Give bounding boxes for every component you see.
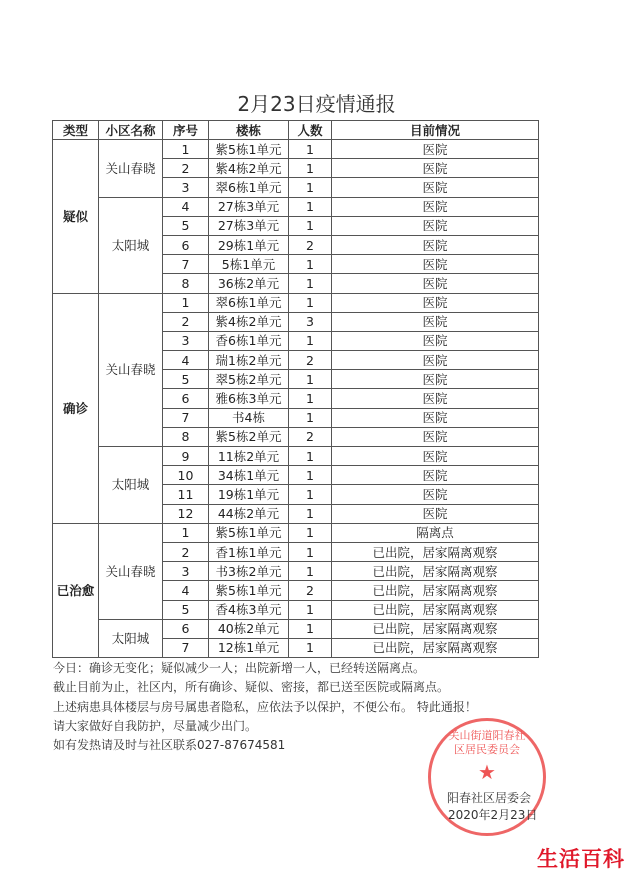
status-cell: 医院 xyxy=(332,408,539,427)
status-cell: 隔离点 xyxy=(332,523,539,542)
status-cell: 医院 xyxy=(332,274,539,293)
notes xyxy=(53,659,477,755)
count-cell: 1 xyxy=(289,408,332,427)
number-cell: 5 xyxy=(163,600,209,619)
building-cell: 11栋2单元 xyxy=(209,447,289,466)
building-cell: 翠6栋1单元 xyxy=(209,293,289,312)
number-cell: 1 xyxy=(163,523,209,542)
status-cell: 医院 xyxy=(332,485,539,504)
count-cell: 1 xyxy=(289,216,332,235)
count-cell: 1 xyxy=(289,600,332,619)
community-cell: 关山春晓 xyxy=(99,140,163,198)
count-cell: 1 xyxy=(289,370,332,389)
number-cell: 11 xyxy=(163,485,209,504)
table-row xyxy=(53,197,539,216)
number-cell: 7 xyxy=(163,255,209,274)
count-cell: 2 xyxy=(289,235,332,254)
table-row xyxy=(53,619,539,638)
count-cell: 2 xyxy=(289,581,332,600)
building-cell: 40栋2单元 xyxy=(209,619,289,638)
building-cell: 香6栋1单元 xyxy=(209,331,289,350)
building-cell: 翠6栋1单元 xyxy=(209,178,289,197)
number-cell: 2 xyxy=(163,312,209,331)
table-row xyxy=(53,140,539,159)
count-cell: 1 xyxy=(289,159,332,178)
count-cell: 1 xyxy=(289,485,332,504)
community-cell: 关山春晓 xyxy=(99,523,163,619)
status-cell: 医院 xyxy=(332,504,539,523)
number-cell: 8 xyxy=(163,427,209,446)
status-cell: 医院 xyxy=(332,351,539,370)
status-cell: 医院 xyxy=(332,255,539,274)
note-line: 今日：确诊无变化；疑似减少一人；出院新增一人，已经转送隔离点。 xyxy=(53,661,426,675)
building-cell: 书4栋 xyxy=(209,408,289,427)
type-cell: 确诊 xyxy=(53,293,99,523)
header-status: 目前情况 xyxy=(332,121,539,140)
signature-date: 2020年2月23日 xyxy=(448,808,538,822)
count-cell: 1 xyxy=(289,542,332,561)
status-cell: 已出院，居家隔离观察 xyxy=(332,600,539,619)
count-cell: 1 xyxy=(289,504,332,523)
stamp-text: 关山街道阳春社区居民委员会 xyxy=(448,729,526,756)
building-cell: 香1栋1单元 xyxy=(209,542,289,561)
building-cell: 书3栋2单元 xyxy=(209,562,289,581)
count-cell: 1 xyxy=(289,523,332,542)
community-cell: 太阳城 xyxy=(99,197,163,293)
note-line: 请大家做好自我防护，尽量减少出门。 xyxy=(53,718,258,733)
building-cell: 香4栋3单元 xyxy=(209,600,289,619)
note-line: 如有发热请及时与社区联系027-87674581 xyxy=(53,738,286,753)
count-cell: 1 xyxy=(289,274,332,293)
number-cell: 3 xyxy=(163,331,209,350)
number-cell: 8 xyxy=(163,274,209,293)
building-cell: 雅6栋3单元 xyxy=(209,389,289,408)
number-cell: 5 xyxy=(163,370,209,389)
count-cell: 1 xyxy=(289,140,332,159)
status-cell: 医院 xyxy=(332,331,539,350)
count-cell: 1 xyxy=(289,331,332,350)
number-cell: 9 xyxy=(163,447,209,466)
community-cell: 太阳城 xyxy=(99,447,163,524)
building-cell: 紫4栋2单元 xyxy=(209,159,289,178)
number-cell: 3 xyxy=(163,562,209,581)
number-cell: 6 xyxy=(163,619,209,638)
number-cell: 3 xyxy=(163,178,209,197)
header-count: 人数 xyxy=(289,121,332,140)
signature-org: 阳春社区居委会 xyxy=(447,791,532,805)
status-cell: 医院 xyxy=(332,178,539,197)
status-cell: 医院 xyxy=(332,235,539,254)
count-cell: 1 xyxy=(289,293,332,312)
building-cell: 瑞1栋2单元 xyxy=(209,351,289,370)
count-cell: 1 xyxy=(289,466,332,485)
status-cell: 医院 xyxy=(332,466,539,485)
number-cell: 4 xyxy=(163,197,209,216)
header-type: 类型 xyxy=(53,121,99,140)
building-cell: 翠5栋2单元 xyxy=(209,370,289,389)
building-cell: 紫5栋1单元 xyxy=(209,581,289,600)
community-cell: 关山春晓 xyxy=(99,293,163,447)
status-cell: 医院 xyxy=(332,389,539,408)
number-cell: 12 xyxy=(163,504,209,523)
count-cell: 2 xyxy=(289,351,332,370)
count-cell: 1 xyxy=(289,619,332,638)
number-cell: 7 xyxy=(163,408,209,427)
community-cell: 太阳城 xyxy=(99,619,163,657)
header-building: 楼栋 xyxy=(209,121,289,140)
count-cell: 1 xyxy=(289,638,332,657)
report-table xyxy=(52,120,539,658)
building-cell: 紫4栋2单元 xyxy=(209,312,289,331)
building-cell: 36栋2单元 xyxy=(209,274,289,293)
status-cell: 医院 xyxy=(332,427,539,446)
building-cell: 44栋2单元 xyxy=(209,504,289,523)
star-icon: ★ xyxy=(478,760,496,784)
building-cell: 29栋1单元 xyxy=(209,235,289,254)
building-cell: 5栋1单元 xyxy=(209,255,289,274)
status-cell: 医院 xyxy=(332,140,539,159)
type-cell: 已治愈 xyxy=(53,523,99,657)
status-cell: 已出院，居家隔离观察 xyxy=(332,581,539,600)
table-row xyxy=(53,523,539,542)
count-cell: 1 xyxy=(289,447,332,466)
count-cell: 1 xyxy=(289,178,332,197)
header-number: 序号 xyxy=(163,121,209,140)
count-cell: 2 xyxy=(289,427,332,446)
number-cell: 1 xyxy=(163,140,209,159)
number-cell: 7 xyxy=(163,638,209,657)
building-cell: 紫5栋1单元 xyxy=(209,523,289,542)
number-cell: 2 xyxy=(163,159,209,178)
status-cell: 已出院，居家隔离观察 xyxy=(332,638,539,657)
building-cell: 27栋3单元 xyxy=(209,216,289,235)
note-line: 上述病患具体楼层与房号属患者隐私，应依法予以保护，不便公布。 特此通报！ xyxy=(53,699,477,714)
header-community: 小区名称 xyxy=(99,121,163,140)
table-header-row xyxy=(53,121,539,140)
status-cell: 已出院，居家隔离观察 xyxy=(332,542,539,561)
status-cell: 已出院，居家隔离观察 xyxy=(332,562,539,581)
status-cell: 医院 xyxy=(332,312,539,331)
status-cell: 医院 xyxy=(332,293,539,312)
status-cell: 医院 xyxy=(332,197,539,216)
number-cell: 1 xyxy=(163,293,209,312)
status-cell: 医院 xyxy=(332,159,539,178)
status-cell: 已出院，居家隔离观察 xyxy=(332,619,539,638)
count-cell: 1 xyxy=(289,562,332,581)
number-cell: 2 xyxy=(163,542,209,561)
type-cell: 疑似 xyxy=(53,140,99,294)
note-line: 截止目前为止，社区内，所有确诊、疑似、密接，都已送至医院或隔离点。 xyxy=(53,680,450,695)
count-cell: 1 xyxy=(289,255,332,274)
building-cell: 紫5栋1单元 xyxy=(209,140,289,159)
count-cell: 1 xyxy=(289,389,332,408)
watermark: 生活百科 xyxy=(537,847,625,871)
number-cell: 6 xyxy=(163,389,209,408)
building-cell: 12栋1单元 xyxy=(209,638,289,657)
page-title: 2月23日疫情通报 xyxy=(237,92,396,116)
number-cell: 4 xyxy=(163,581,209,600)
building-cell: 34栋1单元 xyxy=(209,466,289,485)
building-cell: 19栋1单元 xyxy=(209,485,289,504)
table-row xyxy=(53,293,539,312)
table-row xyxy=(53,447,539,466)
status-cell: 医院 xyxy=(332,216,539,235)
count-cell: 1 xyxy=(289,197,332,216)
number-cell: 5 xyxy=(163,216,209,235)
status-cell: 医院 xyxy=(332,447,539,466)
building-cell: 27栋3单元 xyxy=(209,197,289,216)
number-cell: 6 xyxy=(163,235,209,254)
status-cell: 医院 xyxy=(332,370,539,389)
count-cell: 3 xyxy=(289,312,332,331)
building-cell: 紫5栋2单元 xyxy=(209,427,289,446)
number-cell: 4 xyxy=(163,351,209,370)
number-cell: 10 xyxy=(163,466,209,485)
